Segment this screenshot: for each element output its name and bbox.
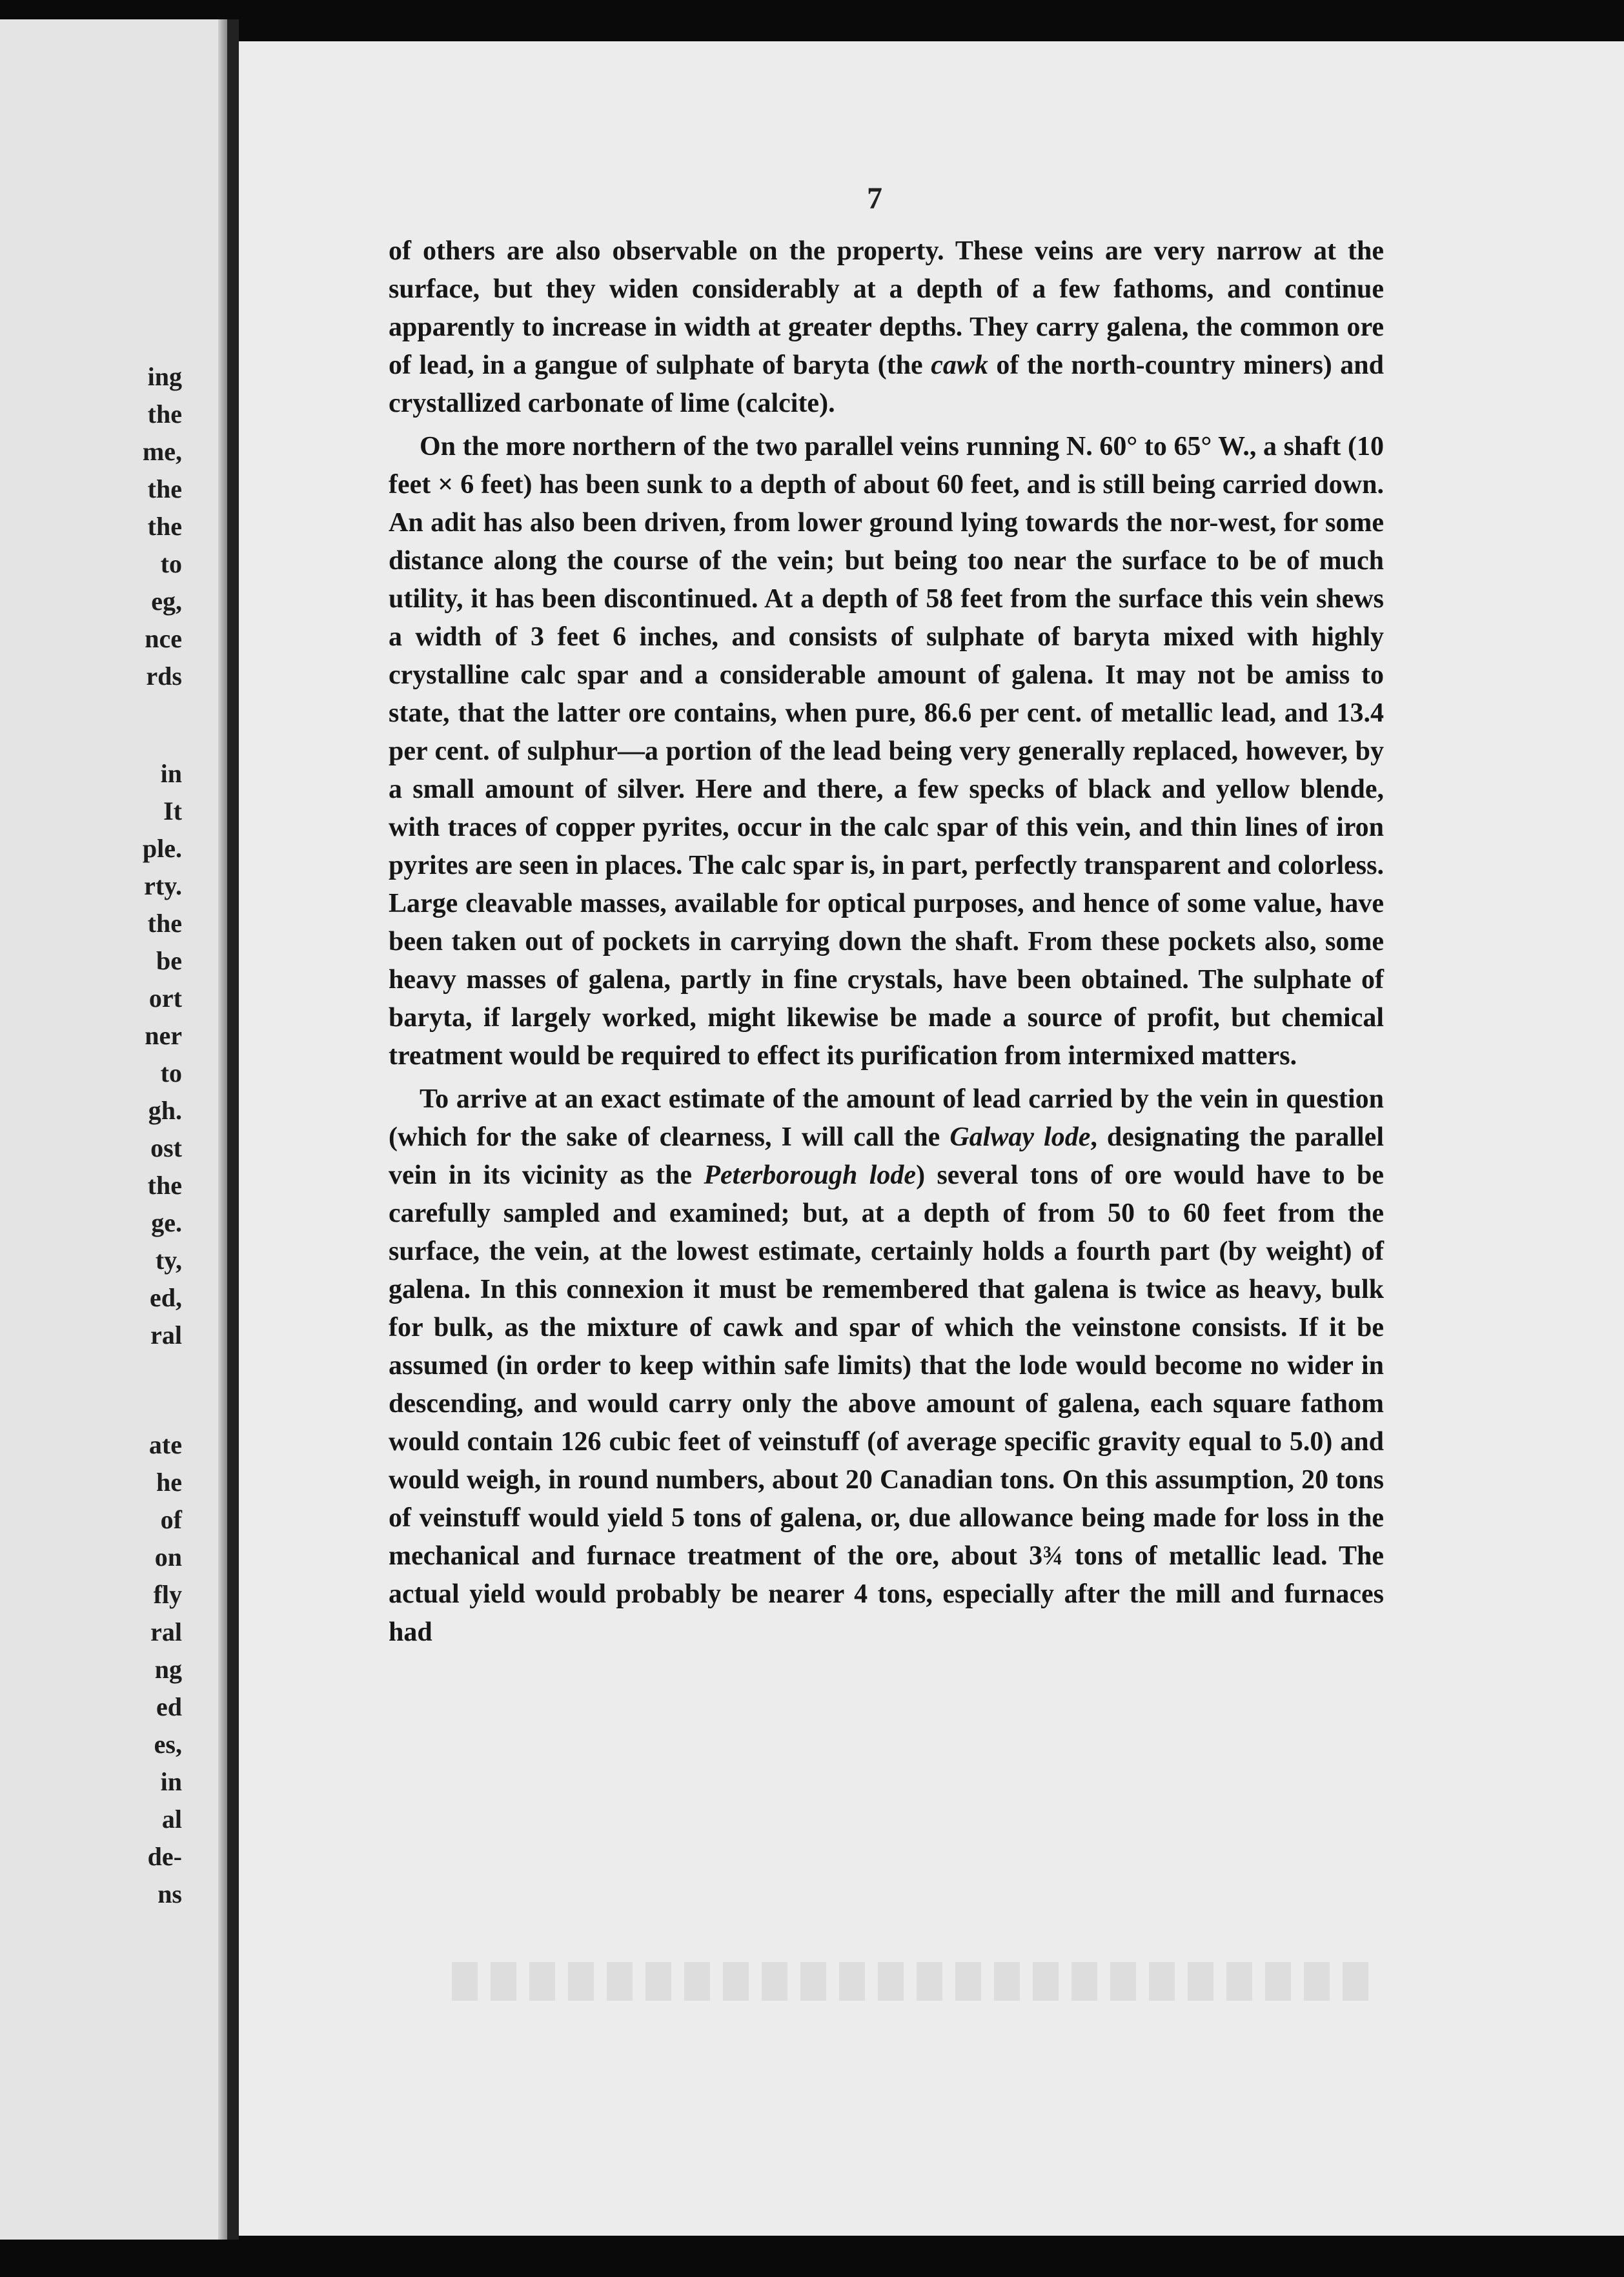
left-page-fragment: de- [147,1842,182,1871]
italic-term: Peterborough lode [704,1160,917,1190]
left-page-fragment: ns [157,1879,182,1908]
left-page-fragment: ed [156,1692,182,1721]
italic-term: cawk [931,350,988,380]
body-text [389,232,1384,1652]
page-fold [218,19,227,2240]
left-page-fragment: the [147,400,182,429]
left-page-fragment: ost [150,1133,182,1162]
paragraph-1 [389,232,1384,423]
left-page-fragment: ty, [155,1246,182,1275]
left-page-fragment: rty. [144,871,182,900]
text-run: of others are also observable on the property. These veins are very narrow at the surface, but they widen considerably at a depth of a few fathoms, and continue apparently to increase in width at greater depths. They carry galena, the common ore of lead, in a gangue of sulphate of baryta (the [389,236,1384,380]
left-page-fragment: nce [145,624,182,653]
left-page-fragment: he [156,1468,182,1497]
left-page-fragment: in [160,759,182,788]
page-number: 7 [867,181,882,216]
left-page-fragment: the [147,1171,182,1200]
left-page-fragment: ate [148,1430,182,1459]
left-page-fragment: to [160,549,182,578]
text-run: , designating the parallel vein in its vicinity as the [389,1122,1384,1190]
left-page-fragment: rds [146,662,182,691]
text-run: of the north-country miners) and crystallized carbonate of lime (calcite). [389,350,1384,418]
left-page-fragment: on [154,1543,182,1572]
left-page-fragment: gh. [148,1096,182,1125]
book-gutter [227,19,239,2240]
paragraph-3 [389,1080,1384,1652]
left-page-fragment: ng [154,1655,182,1684]
show-through-text [452,1962,1368,2001]
left-page-fragment: es, [154,1730,182,1759]
left-page-fragment: the [147,909,182,938]
left-page-fragment: the [147,474,182,503]
left-page-fragment: ple. [142,834,182,863]
left-page [0,19,227,2240]
left-page-fragment: ort [148,984,182,1013]
left-page-fragment: ing [147,362,182,391]
left-page-fragment: ner [145,1021,182,1050]
left-page-fragment: ral [150,1321,182,1350]
paragraph-2 [389,428,1384,1075]
left-page-fragment: It [163,796,182,825]
left-page-fragment: ge. [151,1208,182,1237]
left-page-fragment: ed, [150,1283,182,1312]
left-page-fragment: ral [150,1617,182,1646]
left-page-fragment: eg, [151,587,182,616]
left-page-fragment: fly [153,1580,182,1609]
text-run: On the more northern of the two parallel veins running N. 60° to 65° W., a shaft (10 feet × 6 feet) has been sunk to a depth of about 60 feet, and is still being carried down. An adit has also been driven, from lower ground lying towards the nor-west, for some distance along the course of the vein; but being too near the surface to be of much utility, it has been discontinued. At a depth of 58 feet from the surface this vein shews a width of 3 feet 6 inches, and consists of sulphate of baryta mixed with highly crystalline calc spar and a considerable amount of galena. It may not be amiss to state, that the latter ore contains, when pure, 86.6 per cent. of metallic lead, and 13.4 per cent. of sulphur—a portion of the lead being very generally replaced, however, by a small amount of silver. Here and there, a few specks of black and yellow blende, with traces of copper pyrites, occur in the calc spar of this vein, and thin lines of iron pyrites are seen in places. The calc spar is, in part, perfectly transparent and colorless. Large cleavable masses, available for optical purposes, and hence of some value, have been taken out of pockets in carrying down the shaft. From these pockets also, some heavy masses of galena, partly in fine crystals, have been obtained. The sulphate of baryta, if largely worked, might likewise be made a source of profit, but chemical treatment would be required to effect its purification from intermixed matters. [389,432,1384,1071]
left-page-fragment: me, [142,437,182,466]
left-page-fragment: be [156,946,182,975]
left-page-fragment: of [160,1505,182,1534]
left-page-fragment: to [160,1058,182,1088]
text-run: ) several tons of ore would have to be carefully sampled and examined; but, at a depth of from 50 to 60 feet from the surface, the vein, at the lowest estimate, certainly holds a fourth part (by weight) of galena. In this connexion it must be remembered that galena is twice as heavy, bulk for bulk, as the mixture of cawk and spar of which the veinstone consists. If it be assumed (in order to keep within safe limits) that the lode would become no wider in descending, and would carry only the above amount of galena, each square fathom would contain 126 cubic feet of veinstuff (of average specific gravity equal to 5.0) and would weigh, in round numbers, about 20 Canadian tons. On this assumption, 20 tons of veinstuff would yield 5 tons of galena, or, due allowance being made for loss in the mechanical and furnace treatment of the ore, about 3¾ tons of metallic lead. The actual yield would probably be nearer 4 tons, especially after the mill and furnaces had [389,1160,1385,1647]
left-page-fragment: al [161,1805,182,1834]
left-page-fragment: in [160,1767,182,1796]
left-page-fragment: the [147,512,182,541]
italic-term: Galway lode [949,1122,1091,1152]
text-run: To arrive at an exact estimate of the amount of lead carried by the vein in question (which for the sake of clearness, I will call the [389,1084,1384,1152]
